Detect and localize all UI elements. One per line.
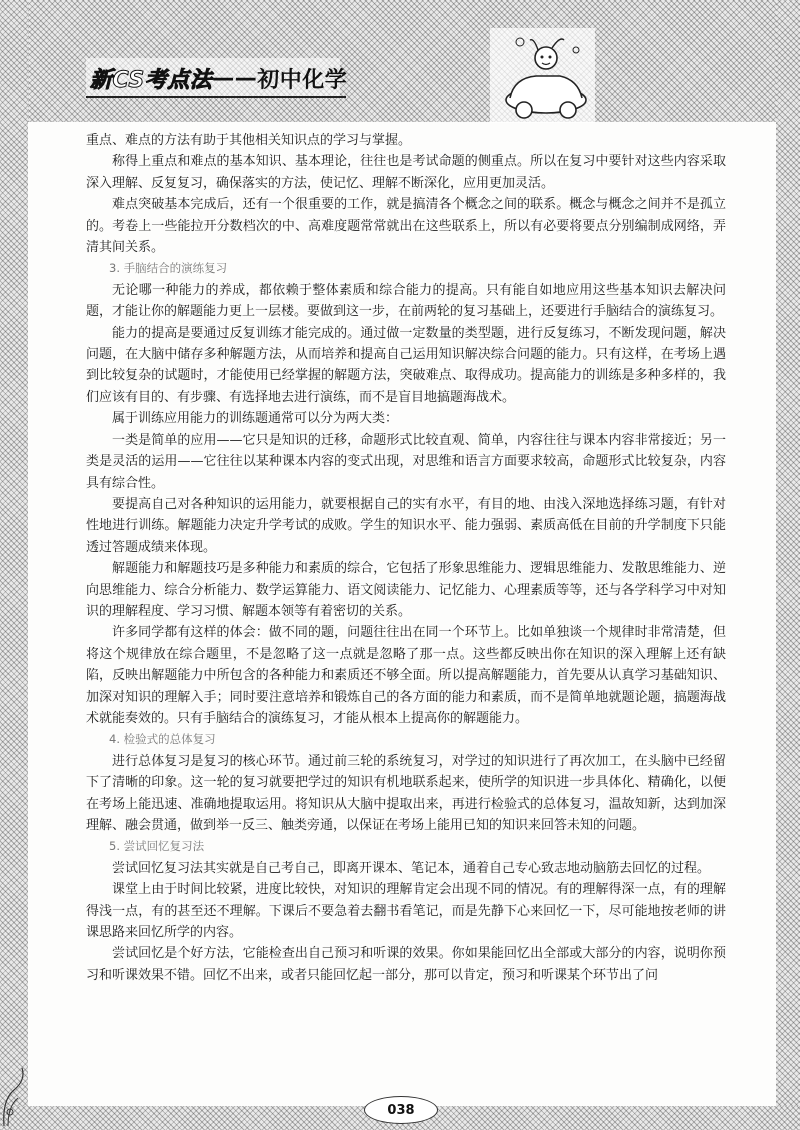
left-pattern-band [0,0,28,1130]
corner-swirl-decoration [0,1060,40,1130]
page-number: 038 [364,1096,438,1124]
paragraph: 一类是简单的应用——它只是知识的迁移，命题形式比较直观、简单，内容往往与课本内容非常接近；另一类是灵活的运用——它往往以某种课本内容的变式出现，对思维和语言方面要求较高，命题形式比较复杂，内容具有综合性。 [86,432,726,491]
header-rule [86,96,346,98]
cartoon-car-illustration [490,28,595,123]
paragraph: 尝试回忆是个好方法，它能检查出自己预习和听课的效果。你如果能回忆出全部或大部分的内容，说明你预习和听课效果不错。回忆不出来，或者只能回忆起一部分，那可以肯定，预习和听课某个环节出了问 [86,946,726,983]
paragraph: 课堂上由于时间比较紧，进度比较快，对知识的理解肯定会出现不同的情况。有的理解得深一点，有的理解得浅一点，有的甚至还不理解。下课后不要急着去翻书看笔记，而是先静下心来回忆一下，尽可能地按老师的讲课思路来回忆所学的内容。 [86,882,726,941]
paragraph: 进行总体复习是复习的核心环节。通过前三轮的系统复习，对学过的知识进行了再次加工，在头脑中已经留下了清晰的印象。这一轮的复习就要把学过的知识有机地联系起来，使所学的知识进一步具体化、精确化，以便在考场上能迅速、准确地提取运用。将知识从大脑中提取出来，再进行检验式的总体复习，温故知新，达到加深理解、融会贯通，做到举一反三、触类旁通，以保证在考场上能用已知的知识来回答未知的问题。 [86,753,726,833]
paragraph: 难点突破基本完成后，还有一个很重要的工作，就是搞清各个概念之间的联系。概念与概念之间并不是孤立的。考卷上一些能拉开分数档次的中、高难度题常常就出在这些联系上，所以有必要将要点分别编制成网络，弄清其间关系。 [86,197,726,256]
paragraph: 能力的提高是要通过反复训练才能完成的。通过做一定数量的类型题，进行反复练习，不断发现问题，解决问题，在大脑中储存多种解题方法，从而培养和提高自己运用知识解决综合问题的能力。只有这样，在考场上遇到比较复杂的试题时，才能使用已经掌握的解题方法，突破难点、取得成功。提高能力的训练是多种多样的，我们应该有目的、有步骤、有选择地去进行演练，而不是盲目地搞题海战术。 [86,325,726,405]
section-heading-3: 3. 手脑结合的演练复习 [109,261,228,276]
section-heading-5: 5. 尝试回忆复习法 [109,839,205,854]
paragraph: 称得上重点和难点的基本知识、基本理论，往往也是考试命题的侧重点。所以在复习中要针对这些内容采取深入理解、反复复习，确保落实的方法，使记忆、理解不断深化，应用更加灵活。 [86,154,726,191]
paragraph: 许多同学都有这样的体会：做不同的题，问题往往出在同一个环节上。比如单独谈一个规律时非常清楚，但将这个规律放在综合题里，不是忽略了这一点就是忽略了那一点。这些都反映出你在知识的深入理解上还有缺陷，反映出解题能力中所包含的各种能力和素质还不够全面。所以提高解题能力，首先要从认真学习基础知识、加深对知识的理解入手；同时要注意培养和锻炼自己的各方面的能力和素质，而不是简单地就题论题，搞题海战术就能奏效的。只有手脑结合的演练复习，才能从根本上提高你的解题能力。 [86,625,726,726]
header-brand: 新CS考点法 [90,67,213,93]
section-heading-4: 4. 检验式的总体复习 [109,732,216,747]
paragraph: 要提高自己对各种知识的运用能力，就要根据自己的实有水平，有目的地、由浅入深地选择练习题，有针对性地进行训练。解题能力决定升学考试的成败。学生的知识水平、能力强弱、素质高低在目前的升学制度下只能透过答题成绩来体现。 [86,496,726,555]
paragraph: 尝试回忆复习法其实就是自己考自己，即离开课本、笔记本，通着自己专心致志地动脑筋去回忆的过程。 [112,860,711,876]
paragraph: 属于训练应用能力的训练题通常可以分为两大类： [112,411,399,427]
running-header [86,58,348,98]
header-subject: 初中化学 [257,67,348,93]
header-separator: —— [212,65,258,91]
paragraph: 解题能力和解题技巧是多种能力和素质的综合，它包括了形象思维能力、逻辑思维能力、发散思维能力、逆向思维能力、综合分析能力、数学运算能力、语文阅读能力、记忆能力、心理素质等等，还与各学科学习中对知识的理解程度、学习习惯、解题本领等有着密切的关系。 [86,561,726,619]
body-text [86,130,726,986]
right-pattern-band [776,0,800,1130]
paragraph: 重点、难点的方法有助于其他相关知识点的学习与掌握。 [86,133,412,148]
paragraph: 无论哪一种能力的养成，都依赖于整体素质和综合能力的提高。只有能自如地应用这些基本知识去解决问题，才能让你的解题能力更上一层楼。要做到这一步，在前两轮的复习基础上，还要进行手脑结合的演练复习。 [86,282,726,320]
